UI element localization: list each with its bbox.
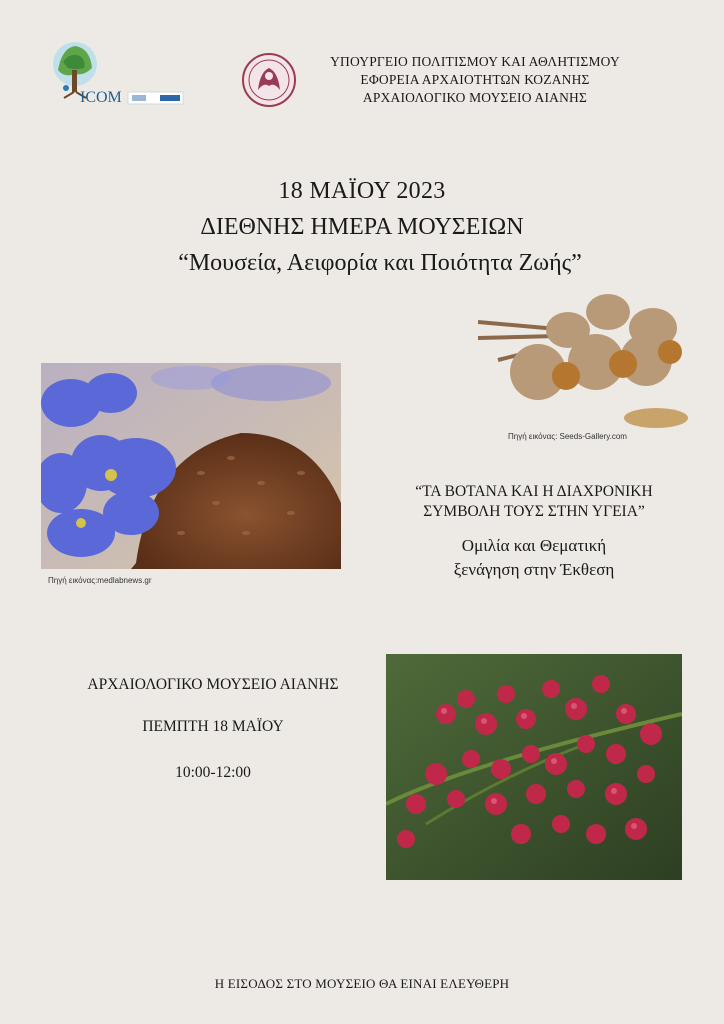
free-entry-note: Η ΕΙΣΟΔΟΣ ΣΤΟ ΜΟΥΣΕΙΟ ΘΑ ΕΙΝΑΙ ΕΛΕΥΘΕΡΗ [214,976,510,991]
ministry-seal-logo [240,52,298,108]
talk-subtitle-line-2: ξενάγηση στην Έκθεση [453,560,615,579]
organization-header [310,53,640,107]
talk-subtitle [364,534,704,582]
event-date: 18 ΜΑΪΟΥ 2023 [278,178,446,204]
talk-title-line-2: ΣΥΜΒΟΛΗ ΤΟΥΣ ΣΤΗΝ ΥΓΕΙΑ” [423,503,645,520]
ministry-name: ΥΠΟΥΡΓΕΙΟ ΠΟΛΙΤΙΣΜΟΥ ΚΑΙ ΑΘΛΗΤΙΣΜΟΥ [330,54,620,69]
talk-subtitle-line-1: Ομιλία και Θεματική [461,536,607,555]
flax-image-caption: Πηγή εικόνας:medlabnews.gr [48,576,152,585]
event-venue: ΑΡΧΑΙΟΛΟΓΙΚΟ ΜΟΥΣΕΙΟ ΑΙΑΝΗΣ [87,676,339,693]
event-time: 10:00-12:00 [175,764,251,781]
talk-title [364,482,704,522]
poppy-pods-image [478,290,693,435]
event-theme: “Μουσεία, Αειφορία και Ποιότητα Ζωής” [178,250,582,276]
event-weekday: ΠΕΜΠΤΗ 18 ΜΑΪΟΥ [142,718,284,735]
ephorate-name: ΕΦΟΡΕΙΑ ΑΡΧΑΙΟΤΗΤΩΝ ΚΟΖΑΝΗΣ [360,72,590,87]
poppy-image-caption: Πηγή εικόνας: Seeds-Gallery.com [508,432,627,441]
event-day-name: ΔΙΕΘΝΗΣ ΗΜΕΡΑ ΜΟΥΣΕΙΩΝ [200,214,524,240]
talk-title-line-1: “ΤΑ ΒΟΤΑΝΑ ΚΑΙ Η ΔΙΑΧΡΟΝΙΚΗ [415,483,653,500]
icom-logo-text: ICOM [80,89,122,106]
flax-seeds-image [41,363,341,569]
museum-name: ΑΡΧΑΙΟΛΟΓΙΚΟ ΜΟΥΣΕΙΟ ΑΙΑΝΗΣ [362,90,588,105]
red-plant-image [386,654,682,880]
icom-logo [50,40,190,112]
